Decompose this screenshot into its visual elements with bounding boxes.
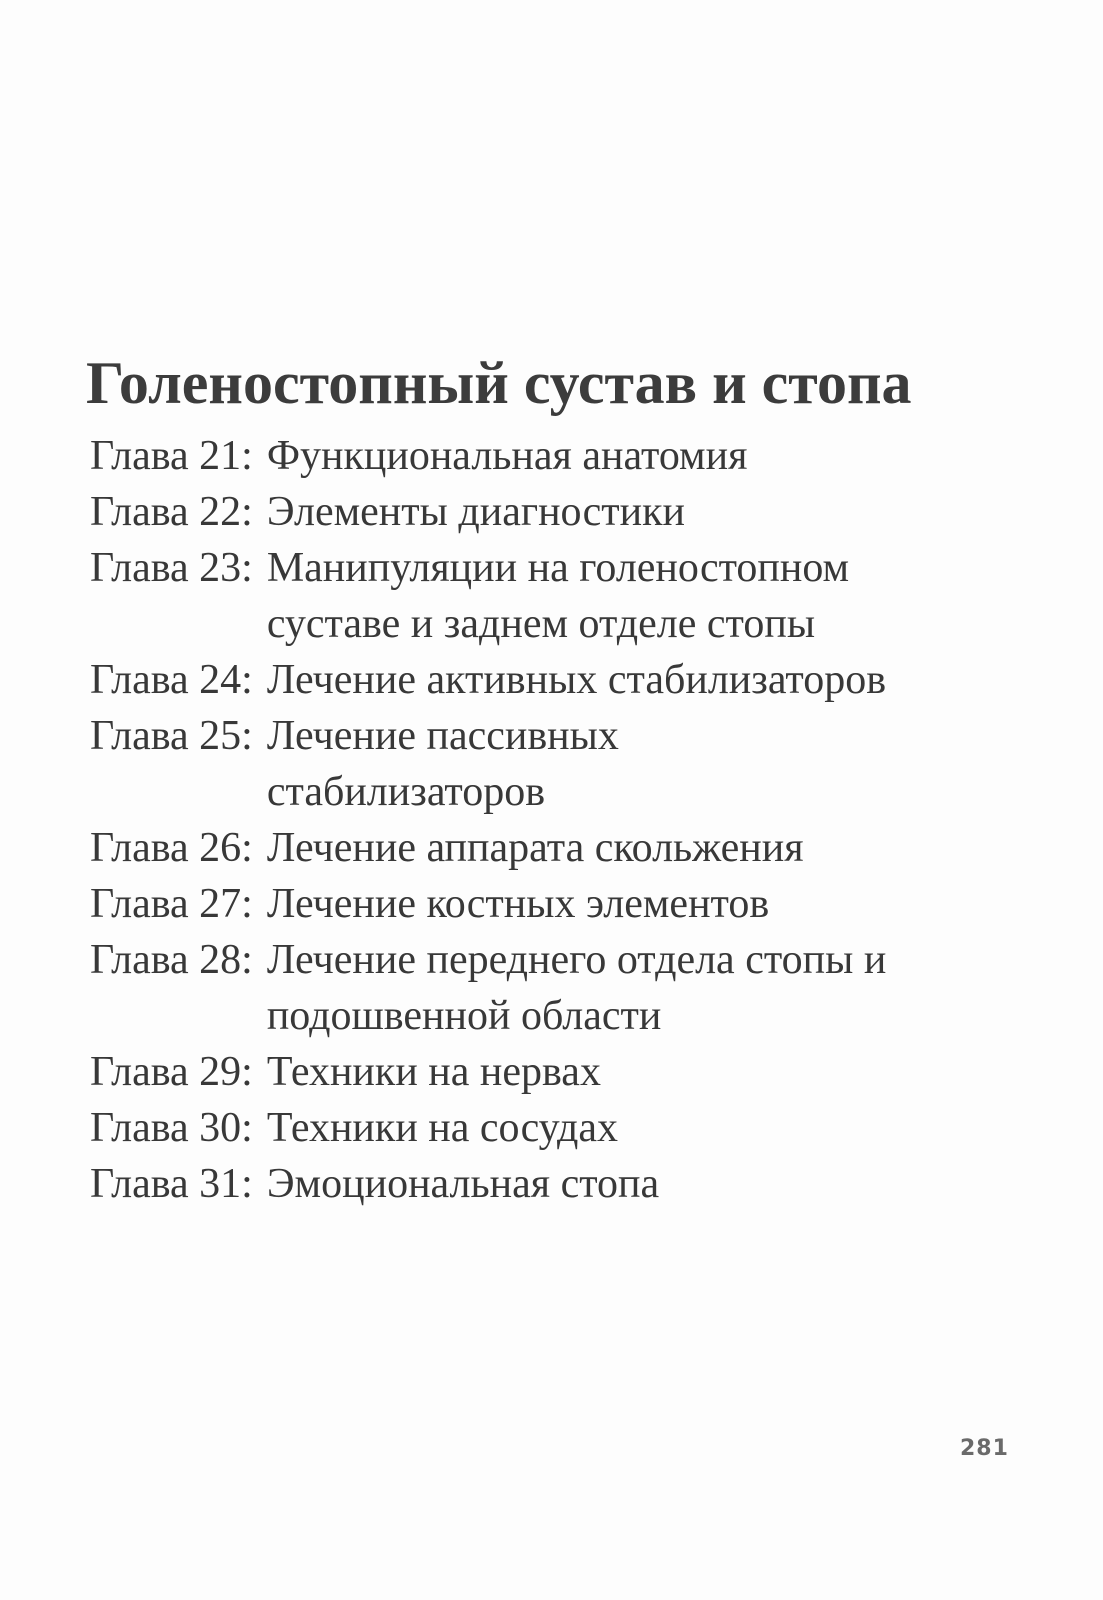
chapter-title-line: Эмоциональная стопа (266, 1161, 660, 1207)
chapter-label: Глава 31: (90, 1161, 253, 1207)
toc-entry-24 (90, 652, 1050, 708)
chapter-title-line: Техники на сосудах (266, 1105, 619, 1151)
part-title: Голеностопный сустав и стопа (86, 350, 912, 417)
chapter-title-line: Лечение переднего отдела стопы и (266, 937, 887, 983)
chapter-title (267, 1100, 967, 1156)
chapter-title-line: Элементы диагностики (266, 489, 685, 535)
chapter-title (267, 1044, 967, 1100)
chapter-title-line: подошвенной области (266, 993, 662, 1039)
chapter-label: Глава 27: (90, 881, 253, 927)
chapter-label: Глава 25: (90, 713, 253, 759)
chapter-label: Глава 29: (90, 1049, 253, 1095)
toc-entry-22 (90, 484, 1050, 540)
chapter-title (267, 1156, 967, 1212)
chapter-title-line: суставе и заднем отделе стопы (266, 601, 816, 647)
table-of-contents (90, 428, 1050, 1212)
chapter-label: Глава 24: (90, 657, 253, 703)
chapter-title-line: Лечение костных элементов (266, 881, 770, 927)
chapter-title-line: стабилизаторов (266, 769, 546, 815)
page-number: 281 (960, 1436, 1009, 1461)
toc-entry-27 (90, 876, 1050, 932)
toc-entry-28 (90, 932, 1050, 1044)
chapter-title-line: Лечение пассивных (266, 713, 619, 759)
chapter-title-line: Техники на нервах (266, 1049, 601, 1095)
toc-entry-29 (90, 1044, 1050, 1100)
chapter-title (267, 876, 967, 932)
chapter-title (267, 540, 967, 652)
toc-entry-26 (90, 820, 1050, 876)
chapter-label: Глава 30: (90, 1105, 253, 1151)
chapter-title (267, 708, 967, 820)
chapter-label: Глава 22: (90, 489, 253, 535)
chapter-title (267, 932, 967, 1044)
chapter-title-line: Функциональная анатомия (266, 433, 748, 479)
chapter-label: Глава 23: (90, 545, 253, 591)
chapter-title (267, 652, 967, 708)
chapter-label: Глава 26: (90, 825, 253, 871)
toc-entry-31 (90, 1156, 1050, 1212)
chapter-title-line: Лечение активных стабилизаторов (266, 657, 887, 703)
toc-entry-21 (90, 428, 1050, 484)
chapter-title (267, 484, 967, 540)
chapter-label: Глава 28: (90, 937, 253, 983)
toc-entry-30 (90, 1100, 1050, 1156)
toc-entry-23 (90, 540, 1050, 652)
chapter-title (267, 820, 967, 876)
chapter-title-line: Лечение аппарата скольжения (266, 825, 804, 871)
chapter-label: Глава 21: (90, 433, 253, 479)
chapter-title-line: Манипуляции на голеностопном (266, 545, 850, 591)
chapter-title (267, 428, 967, 484)
toc-entry-25 (90, 708, 1050, 820)
